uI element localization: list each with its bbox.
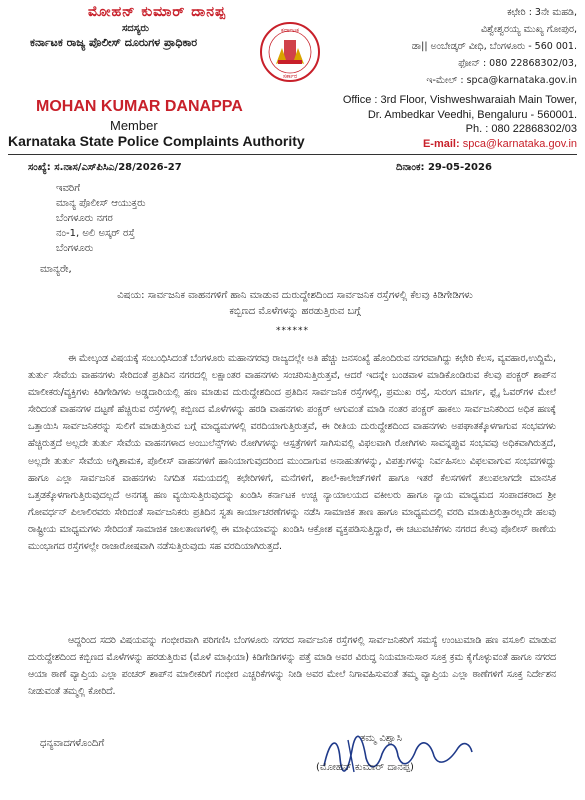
- email-link[interactable]: spca@karnataka.gov.in: [459, 137, 577, 150]
- addressee-line: ಬೆಂಗಳೂರು: [56, 243, 94, 254]
- authority-name-kannada: ಕರ್ನಾಟಕ ರಾಜ್ಯ ಪೊಲೀಸ್ ದೂರುಗಳ ಪ್ರಾಧಿಕಾರ: [30, 36, 198, 49]
- separator-stars: ******: [276, 326, 309, 336]
- addressee-line: ಮಾನ್ಯ ಪೊಲೀಸ್ ಆಯುಕ್ತರು: [56, 198, 146, 209]
- signatory-name: (ಮೋಹನ್ ಕುಮಾರ್ ದಾನಪ್ಪ): [316, 762, 414, 773]
- address-en-line: Dr. Ambedkar Veedhi, Bengaluru - 560001.: [367, 108, 577, 121]
- address-kn-line: ಕಛೇರಿ : 3ನೇ ಮಹಡಿ,: [507, 7, 577, 18]
- signature-label: ತಮ್ಮ ವಿಶ್ವಾಸಿ: [360, 733, 402, 744]
- address-en-line: Office : 3rd Floor, Vishweshwaraiah Main Tower,: [342, 94, 577, 106]
- addressee-line: ನಂ-1, ಅಲಿ ಅಸ್ಕರ್ ರಸ್ತೆ: [56, 228, 135, 239]
- seal-text-bottom: ಸರ್ಕಾರ: [282, 73, 298, 80]
- address-kn-line: ಡಾ|| ಅಂಬೇಡ್ಕರ್ ವೀಧಿ, ಬೆಂಗಳೂರು - 560 001.: [411, 41, 577, 52]
- office-address-english: [317, 93, 577, 151]
- member-title-kannada: ಸದಸ್ಯರು: [122, 23, 149, 34]
- office-address-kannada: [327, 4, 577, 89]
- addressee-block: [56, 181, 146, 256]
- subject-line: ಕಬ್ಬಿಣದ ಮೊಳೆಗಳನ್ನು ಹರಡುತ್ತಿರುವ ಬಗ್ಗೆ: [229, 306, 361, 317]
- email-label: E-mail:: [422, 137, 460, 150]
- header-divider: [8, 154, 577, 155]
- address-kn-line: ಇ-ಮೇಲ್ : spca@karnataka.gov.in: [426, 75, 577, 86]
- member-name-kannada: ಮೋಹನ್ ಕುಮಾರ್ ದಾನಪ್ಪ: [88, 4, 227, 20]
- member-name-english: MOHAN KUMAR DANAPPA: [36, 98, 243, 115]
- subject-line: ವಿಷಯ: ಸಾರ್ವಜನಿಕ ವಾಹನಗಳಿಗೆ ಹಾನಿ ಮಾಡುವ ದುರುದ್ದೇಶದಿಂದ ಸಾರ್ವಜನಿಕ ರಸ್ತೆಗಳಲ್ಲಿ ಕೆಲವು ಕಿಡಿಗೇಡಿಗಳು: [117, 290, 473, 301]
- seal-text-top: ಕರ್ನಾಟಕ: [281, 27, 299, 34]
- closing-thanks: ಧನ್ಯವಾದಗಳೊಂದಿಗೆ: [40, 738, 105, 749]
- body-paragraph-1: ಈ ಮೇಲ್ಕಂಡ ವಿಷಯಕ್ಕೆ ಸಂಬಂಧಿಸಿದಂತೆ ಬೆಂಗಳೂರು ಮಹಾನಗರವು ರಾಜ್ಯದಲ್ಲೇ ಅತಿ ಹೆಚ್ಚು ಜನಸಂಖ್ಯೆ ಹೊಂದಿರುವ ನಗರವಾಗಿದ್ದು ಕಛೇರಿ ಕೆಲಸ, ವ್ಯವಹಾರ,ಉದ್ದಿಮೆ, ತುರ್ತು ಸೇವೆಯ ವಾಹನಗಳು ಸೇರಿದಂತೆ ಪ್ರತಿದಿನ ನಗರದಲ್ಲಿ ಲಕ್ಷಾಂತರ ವಾಹನಗಳು ಸಂಚರಿಸುತ್ತಿರುತ್ತವೆ, ಆದರೆ ಇದನ್ನೇ ಬಂಡವಾಳ ಮಾಡಿಕೊಂಡಿರುವ ಕೆಲವು ಪಂಕ್ಚರ್ ಶಾಪ್‌ನ ಮಾಲೀಕರು/ವ್ಯಕ್ತಿಗಳು ಕಿಡಿಗೇಡಿಗಳು ಅಡ್ಡದಾರಿಯಲ್ಲಿ ಹಣ ಮಾಡುವ ದುರುದ್ದೇಶದಿಂದ ಪ್ರತಿದಿನ ಸಾರ್ವಜನಿಕ ರಸ್ತೆಗಳಲ್ಲಿ, ಪ್ರಮುಖ ರಸ್ತೆ, ಸುರಂಗ ಮಾರ್ಗ, ಫ್ಲೈ ಓವರ್‌ಗಳ ಮೇಲೆ ಸೇರಿದಂತೆ ವಾಹನಗಳ ದಟ್ಟಣೆ ಹೆಚ್ಚಿರುವ ರಸ್ತೆಗಳಲ್ಲಿ ಕಬ್ಬಿಣದ ಮೊಳೆಗಳನ್ನು ಹರಡಿ ವಾಹನಗಳು ಪಂಕ್ಚರ್ ಆಗುವಂತೆ ಮಾಡಿ ನಂತರ ಪಂಕ್ಚರ್ ಹಾಕಲು ಸಾರ್ವಜನಿಕರಿಂದ ಅಧಿಕ ಹಣಕ್ಕೆ ಒತ್ತಾಯಿಸಿ ಸಾರ್ವಜನಿಕರನ್ನು ಸುಲಿಗೆ ಮಾಡುತ್ತಿರುವ ಬಗ್ಗೆ ಮಾಧ್ಯಮಗಳಲ್ಲಿ ವರದಿಯಾಗುತ್ತಿರುತ್ತವೆ, ಈ ರೀತಿಯ ದುರುದ್ದೇಶದಿಂದ ವಾಹನಗಳು ಅಪಘಾತಕ್ಕೊಳಗಾಗುವ ಸಂಭವಗಳು ಹೆಚ್ಚಿರುತ್ತದೆ ಅಲ್ಲದೇ ತುರ್ತು ಸೇವೆಯ ವಾಹನಗಳಾದ ಅಂಬುಲೆನ್ಸ್‌ಗಳು ರೋಗಿಗಳನ್ನು ಆಸ್ಪತ್ರೆಗಳಿಗೆ ಸಾಗಿಸುವಲ್ಲಿ ವಿಫಲವಾಗಿ ರೋಗಿಗಳು ಸಾವನ್ನಪ್ಪುವ ಸಂಭವವು ಅಧಿಕವಾಗಿರುತ್ತದೆ, ಅಲ್ಲದೇ ತುರ್ತು ಸೇವೆಯ ಅಗ್ನಿಶಾಮಕ, ಪೊಲೀಸ್ ವಾಹನಗಳಿಗೆ ಹಾನಿಯಾಗುವುದರಿಂದ ಮುಂದಾಗುವ ಅನಾಹುತಗಳನ್ನು, ವಿಪತ್ತುಗಳನ್ನು ನಿರ್ವಹಿಸಲು ವಿಫಲವಾಗುವ ಸಂಭವಗಳಿದ್ದು ಹಾಗೂ ಎಲ್ಲಾ ಸಾರ್ವಜನಿಕ ವಾಹನಗಳು ನಿಗದಿತ ಸಮಯದಲ್ಲಿ ಕಛೇರಿಗಳಿಗೆ, ಮನೆಗಳಿಗೆ, ಶಾಲೆ-ಕಾಲೇಜ್‌ಗಳಿಗೆ ಹಾಗೂ ಇತರೆ ಕೆಲಸಗಳಿಗೆ ತಲುಪಲಾಗದೇ ಮಾನಸಿಕ ಒತ್ತಡಕ್ಕೊಳಗಾಗುತ್ತಿರುವುದಲ್ಲದೆ ಅನಗತ್ಯ ಹಣ ವ್ಯಯಿಸುತ್ತಿರುವುದನ್ನು ಖಂಡಿಸಿ ಕರ್ನಾಟಕ ಉಚ್ಚ ನ್ಯಾಯಾಲಯದ ವಕೀಲರು ಹಾಗೂ ನ್ಯಾಯ ಮಾಧ್ಯಮದ ಸಂಪಾದಕರಾದ ಶ್ರೀ ಗೋವರ್ಧನ್ ಪಿಲಾಲಿರವರು ಸೇರಿದಂತೆ ಸಾರ್ವಜನಿಕರು ಪ್ರತಿದಿನ ಸ್ವತಃ ಕಾರ್ಯಾಚರಣೆಗಳನ್ನು ನಡೆಸಿ ಸಾಮಾಜಿಕ ತಾಣ ಹಾಗೂ ಮಾಧ್ಯಮದಲ್ಲಿ ವರದಿ ಮಾಡುತ್ತಿರುತ್ತಾರಲ್ಲದೇ ಹಲವು ರಾಷ್ಟ್ರೀಯ ಮಾಧ್ಯಮಗಳು ಸೇರಿದಂತೆ ಸಾಮಾಜಿಕ ಜಾಲತಾಣಗಳಲ್ಲಿ ಈ ಮಾಫಿಯಾವನ್ನು ಖಂಡಿಸಿ ಆಕ್ರೋಶ ವ್ಯಕ್ತಪಡಿಸುತ್ತಿದ್ದಾರೆ, ಈ ಚಟುವಟಿಕೆಗಳು ನಗರದ ಕೆಲವು ಪೊಲೀಸ್ ಠಾಣೆಯ ಮುಂಭಾಗದ ರಸ್ತೆಗಳಲ್ಲೇ ರಾಜಾರೋಷವಾಗಿ ನಡೆಸುತ್ತಿರುವುದು ಸಹ ವರದಿಯಾಗಿರುತ್ತದೆ.: [28, 353, 556, 553]
- salutation: ಮಾನ್ಯರೇ,: [40, 264, 72, 275]
- authority-name-english: Karnataka State Police Complaints Authority: [8, 133, 305, 149]
- addressee-line: ಬೆಂಗಳೂರು ನಗರ: [56, 213, 113, 224]
- addressee-line: ಇವರಿಗೆ: [56, 183, 81, 194]
- email-line: [317, 137, 577, 152]
- address-kn-line: ವಿಶ್ವೇಶ್ವರಯ್ಯ ಮುಖ್ಯ ಗೋಪುರ,: [481, 24, 577, 35]
- letter-date: ದಿನಾಂಕ: 29-05-2026: [396, 162, 492, 173]
- karnataka-seal-icon: [258, 20, 322, 84]
- address-en-line: Ph. : 080 22868302/03: [465, 123, 577, 135]
- body-paragraph-2: ಆದ್ದರಿಂದ ಸದರಿ ವಿಷಯವನ್ನು ಗಂಭೀರವಾಗಿ ಪರಿಗಣಿಸಿ ಬೆಂಗಳೂರು ನಗರದ ಸಾರ್ವಜನಿಕ ರಸ್ತೆಗಳಲ್ಲಿ ಸಾರ್ವಜನಿಕರಿಗೆ ಸಮಸ್ಯೆ ಉಂಟುಮಾಡಿ ಹಣ ವಸೂಲಿ ಮಾಡುವ ದುರುದ್ದೇಶದಿಂದ ಕಬ್ಬಿಣದ ಮೊಳೆಗಳನ್ನು ಹರಡುತ್ತಿರುವ (ಮೊಳೆ ಮಾಫಿಯಾ) ಕಿಡಿಗೇಡಿಗಳನ್ನು ಪತ್ತೆ ಮಾಡಿ ಅವರ ವಿರುದ್ಧ ನಿಯಮಾನುಸಾರ ಸೂಕ್ತ ಕ್ರಮ ಕೈಗೊಳ್ಳುವಂತೆ ಹಾಗೂ ನಗರದ ಆಯಾ ಠಾಣೆ ವ್ಯಾಪ್ತಿಯ ಎಲ್ಲಾ ಪಂಚರ್ ಶಾಪ್‌ನ ಮಾಲೀಕರಿಗೆ ಗಂಭೀರ ಎಚ್ಚರಿಕೆಗಳನ್ನು ನೀಡಿ ಅವರ ಮೇಲೆ ನಿಗಾವಹಿಸುವಂತೆ ತಮ್ಮ ವ್ಯಾಪ್ತಿಯ ಎಲ್ಲಾ ಠಾಣೆಗಳಿಗೆ ಸೂಕ್ತ ನಿರ್ದೇಶನ ನೀಡುವಂತೆ ತಮ್ಮಲ್ಲಿ ಕೋರಿದೆ.: [28, 635, 556, 698]
- address-kn-line: ಫೋನ್ : 080 22868302/03,: [458, 58, 577, 69]
- member-title-english: Member: [110, 118, 158, 133]
- subject: [30, 288, 560, 320]
- reference-number: ಸಂಖ್ಯೆ: ಸ.ನಾಸ/ಎಸ್‌ಪಿಸಿಎ/28/2026-27: [28, 162, 182, 173]
